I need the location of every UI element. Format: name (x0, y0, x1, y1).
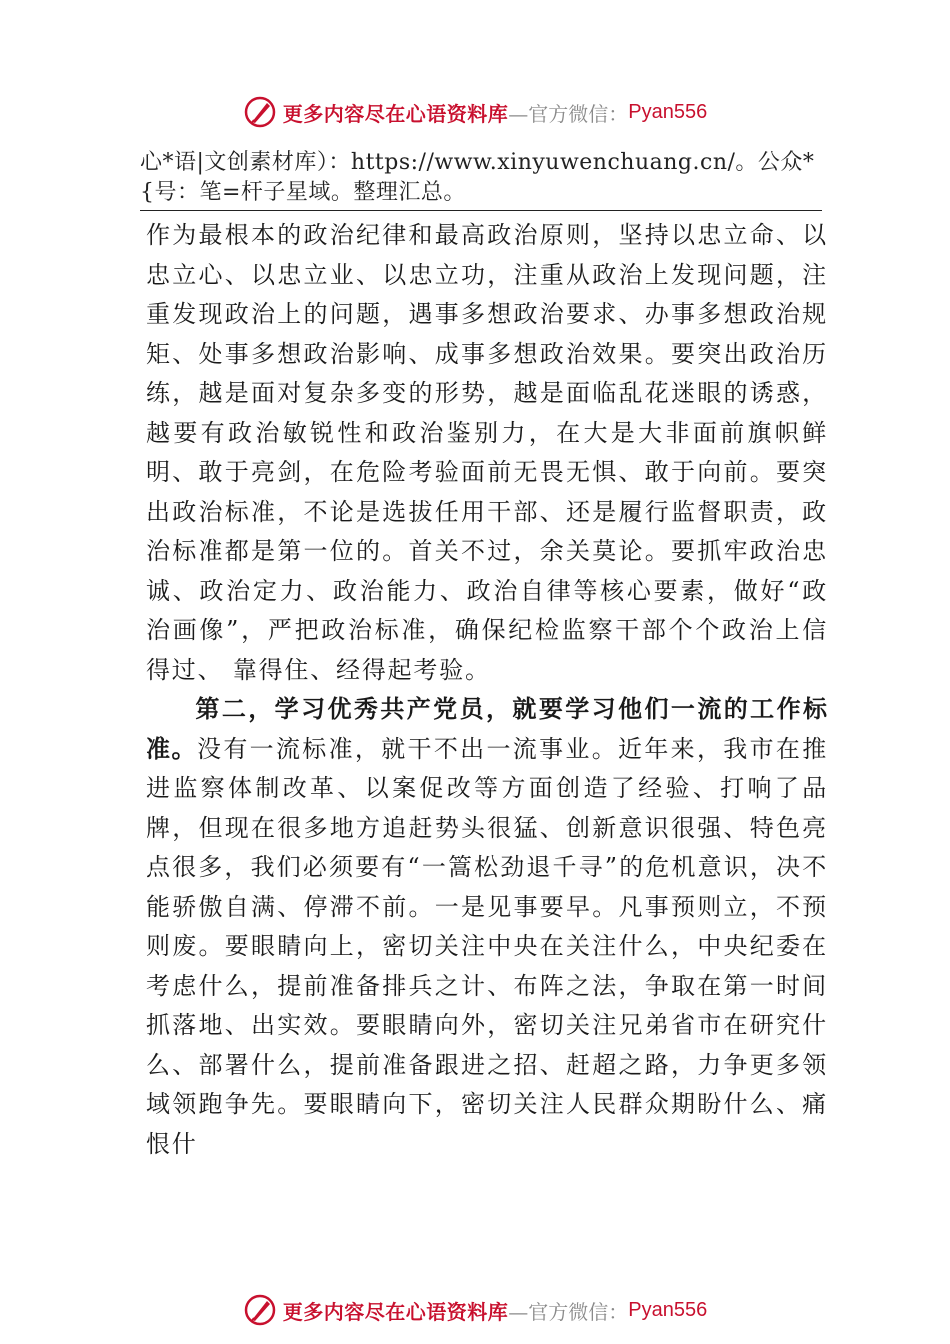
paragraph-2-body: 没有一流标准，就干不出一流事业。近年来，我市在推进监察体制改革、以案促改等方面创造了经验、打响了品牌，但现在很多地方追赶势头很猛、创新意识很强、特色亮点很多，我们必须要有“一篙松劲退千寻”的危机意识，决不能骄傲自满、停滞不前。一是见事要早。凡事预则立，不预则废。要眼睛向上，密切关注中央在关注什么，中央纪委在考虑什么，提前准备排兵之计、布阵之法，争取在第一时间抓落地、出实效。要眼睛向外，密切关注兄弟省市在研究什么、部署什么，提前准备跟进之招、赶超之路，力争更多领域领跑争先。要眼睛向下，密切关注人民群众期盼什么、痛恨什 (146, 734, 829, 1158)
document-body (146, 216, 828, 1164)
banner-wechat-account: Pyan556 (628, 100, 708, 123)
banner-wechat-account: Pyan556 (628, 1298, 708, 1321)
banner-title: 更多内容尽在心语资料库 (282, 1299, 509, 1324)
banner-wechat-label: —官方微信： (508, 1299, 629, 1324)
section-heading: 第二，学习优秀共产党员，就要学习他们一流的工作标准。 (146, 695, 828, 763)
quill-logo-icon (243, 1293, 277, 1327)
bottom-banner (0, 1290, 950, 1330)
banner-wechat-label: —官方微信： (508, 101, 629, 126)
paragraph-1: 作为最根本的政治纪律和最高政治原则，坚持以忠立命、以忠立心、以忠立业、以忠立功，注重从政治上发现问题，注重发现政治上的问题，遇事多想政治要求、办事多想政治规矩、处事多想政治影响、成事多想政治效果。要突出政治历练，越是面对复杂多变的形势，越是面临乱花迷眼的诱惑，越要有政治敏锐性和政治鉴别力，在大是大非面前旗帜鲜明、敢于亮剑，在危险考验面前无畏无惧、敢于向前。要突出政治标准，不论是选拔任用干部、还是履行监督职责，政治标准都是第一位的。首关不过，余关莫论。要抓牢政治忠诚、政治定力、政治能力、政治自律等核心要素，做好“政治画像”，严把政治标准，确保纪检监察干部个个政治上信得过、 靠得住、经得起考验。 (146, 221, 828, 684)
quill-logo-icon (243, 95, 277, 129)
banner-title: 更多内容尽在心语资料库 (282, 101, 509, 126)
header-notice: 心*语|文创素材库）：https://www.xinyuwenchuang.cn/。公众*{号：笔=杆子星域。整理汇总。 (140, 148, 822, 211)
paragraph-2 (146, 690, 828, 1164)
top-banner (0, 92, 950, 132)
